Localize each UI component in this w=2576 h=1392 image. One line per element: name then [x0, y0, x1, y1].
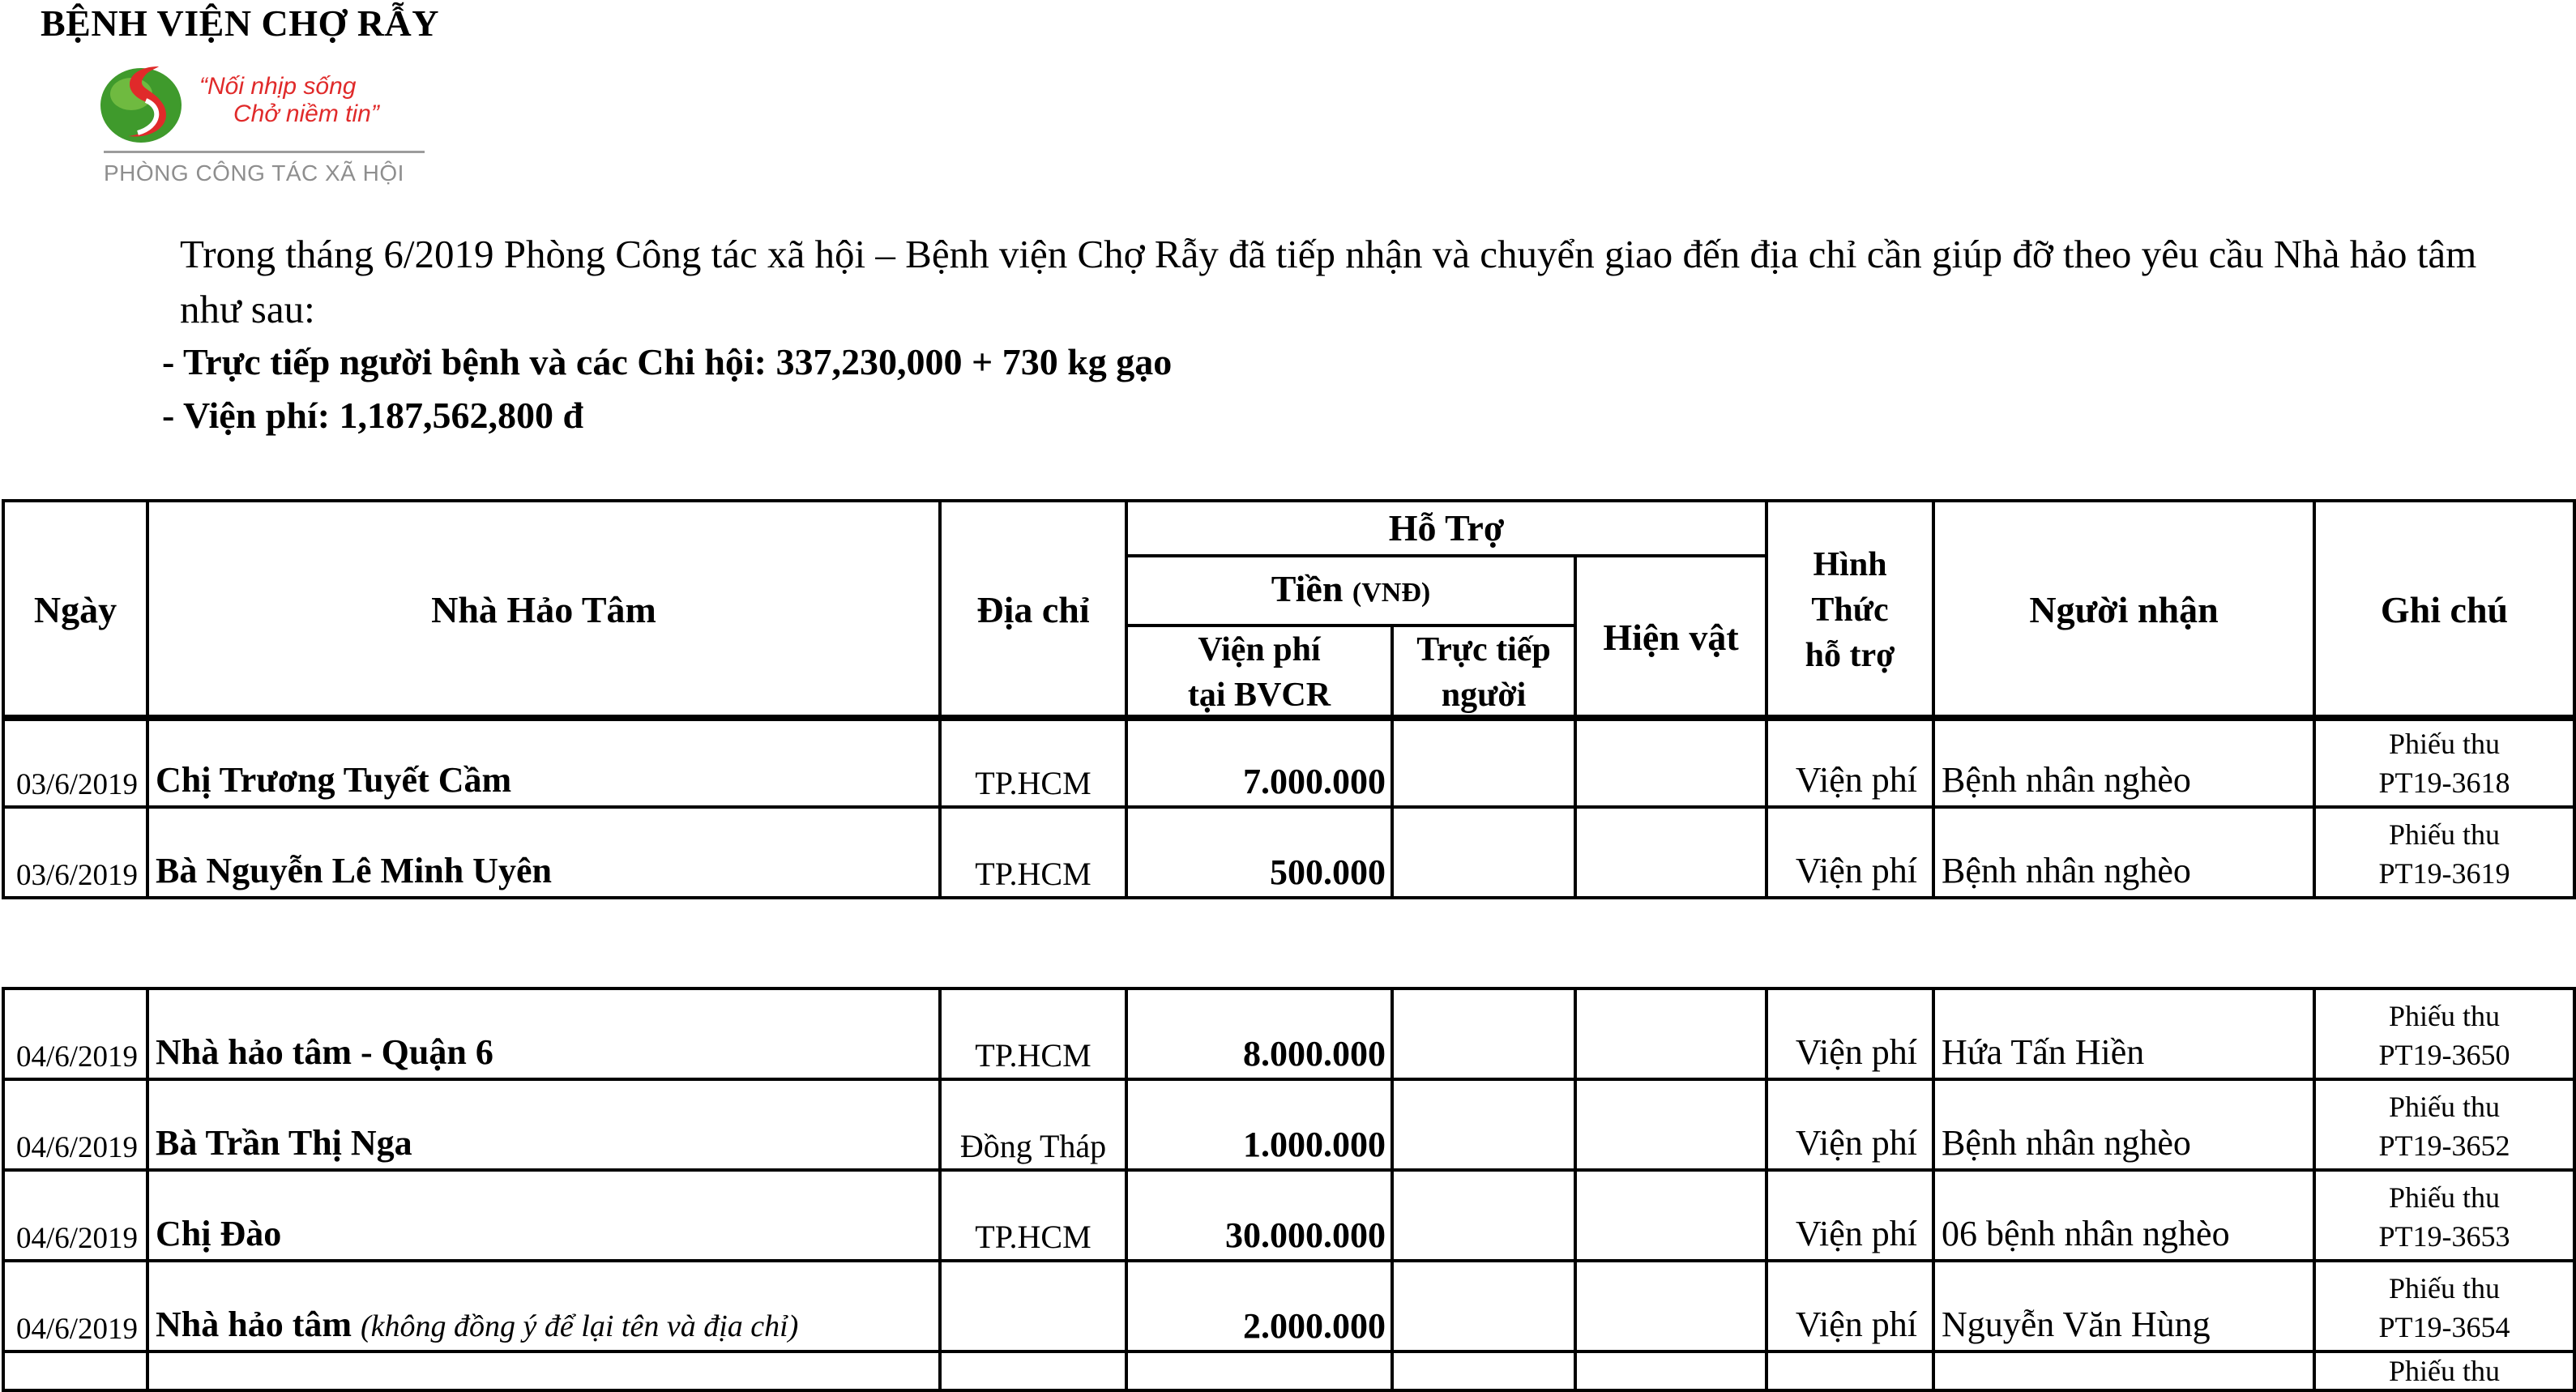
- cell-in-kind: [1575, 1170, 1766, 1261]
- header-in-kind: Hiện vật: [1575, 556, 1766, 719]
- donation-table-group-1: [2, 715, 2576, 899]
- logo-slogan: [199, 73, 379, 128]
- cell-method: Viện phí: [1766, 1079, 1933, 1170]
- cell-partial: [1575, 1351, 1766, 1390]
- logo-slogan-line2: Chở niềm tin”: [233, 100, 379, 127]
- note-line2: PT19-3650: [2378, 1039, 2510, 1071]
- header-direct: [1392, 626, 1575, 719]
- cell-recipient: Bệnh nhân nghèo: [1933, 807, 2314, 898]
- cell-in-kind: [1575, 1261, 1766, 1351]
- donor-note: (không đồng ý để lại tên và địa chỉ): [361, 1309, 799, 1343]
- cell-recipient: Nguyễn Văn Hùng: [1933, 1261, 2314, 1351]
- header-recipient: Người nhận: [1933, 501, 2314, 719]
- logo-department: PHÒNG CÔNG TÁC XÃ HỘI: [104, 160, 404, 186]
- note-line2: PT19-3654: [2378, 1311, 2510, 1343]
- header-note: Ghi chú: [2314, 501, 2574, 719]
- cell-partial: [3, 1351, 147, 1390]
- cell-note: [2314, 988, 2574, 1079]
- cell-donor: [147, 1261, 940, 1351]
- cell-date: 03/6/2019: [3, 807, 147, 898]
- note-line1: Phiếu thu: [2388, 1000, 2500, 1032]
- donor-name: Bà Trần Thị Nga: [156, 1123, 412, 1163]
- cell-date: 04/6/2019: [3, 1261, 147, 1351]
- cell-recipient: 06 bệnh nhân nghèo: [1933, 1170, 2314, 1261]
- group-1-body: [3, 716, 2574, 898]
- header-method-line3: hỗ trợ: [1805, 637, 1895, 674]
- cell-fees: 1.000.000: [1126, 1079, 1392, 1170]
- cell-recipient: Bệnh nhân nghèo: [1933, 716, 2314, 807]
- cell-in-kind: [1575, 716, 1766, 807]
- donation-table-header: [2, 499, 2576, 721]
- cell-method: Viện phí: [1766, 1261, 1933, 1351]
- cell-fees: 2.000.000: [1126, 1261, 1392, 1351]
- cell-direct: [1392, 716, 1575, 807]
- cell-recipient: Hứa Tấn Hiền: [1933, 988, 2314, 1079]
- cell-date: 03/6/2019: [3, 716, 147, 807]
- header-fees: [1126, 626, 1392, 719]
- note-line1: Phiếu thu: [2388, 1272, 2500, 1304]
- hospital-name: BỆNH VIỆN CHỢ RẪY: [41, 2, 439, 44]
- cell-date: 04/6/2019: [3, 988, 147, 1079]
- cell-direct: [1392, 1170, 1575, 1261]
- note-line1: Phiếu thu: [2388, 728, 2500, 760]
- note-line2: PT19-3653: [2378, 1220, 2510, 1253]
- header-direct-line2: người: [1441, 677, 1527, 714]
- cell-note-partial: Phiếu thu: [2314, 1351, 2574, 1390]
- donor-name: Chị Trương Tuyết Cầm: [156, 760, 512, 800]
- hospital-logo-icon: [96, 58, 193, 147]
- cell-note: [2314, 807, 2574, 898]
- cell-method: Viện phí: [1766, 988, 1933, 1079]
- donor-name: Nhà hảo tâm: [156, 1304, 352, 1344]
- cell-address: TP.HCM: [940, 716, 1126, 807]
- cell-in-kind: [1575, 988, 1766, 1079]
- cell-fees: 30.000.000: [1126, 1170, 1392, 1261]
- cell-in-kind: [1575, 1079, 1766, 1170]
- header-fees-line1: Viện phí: [1198, 631, 1321, 668]
- cell-address: Đồng Tháp: [940, 1079, 1126, 1170]
- cell-date: 04/6/2019: [3, 1079, 147, 1170]
- cell-address: [940, 1261, 1126, 1351]
- summary-direct-support: - Trực tiếp người bệnh và các Chi hội: 337,230,000 + 730 kg gạo: [162, 341, 1173, 382]
- cell-note: [2314, 1079, 2574, 1170]
- table-row: [3, 807, 2574, 898]
- group-2-body: [3, 988, 2574, 1390]
- header-method: [1766, 501, 1933, 719]
- cell-address: TP.HCM: [940, 807, 1126, 898]
- cell-recipient: Bệnh nhân nghèo: [1933, 1079, 2314, 1170]
- header-method-line2: Thức: [1811, 591, 1889, 629]
- cell-partial: [1126, 1351, 1392, 1390]
- cell-partial: [147, 1351, 940, 1390]
- cell-in-kind: [1575, 807, 1766, 898]
- cell-method: Viện phí: [1766, 1170, 1933, 1261]
- cell-fees: 500.000: [1126, 807, 1392, 898]
- header-date: Ngày: [3, 501, 147, 719]
- note-line2: PT19-3618: [2378, 766, 2510, 799]
- cell-partial: [1766, 1351, 1933, 1390]
- table-row: [3, 1079, 2574, 1170]
- header-money-unit: (VNĐ): [1352, 577, 1431, 608]
- cell-date: 04/6/2019: [3, 1170, 147, 1261]
- cell-donor: [147, 1170, 940, 1261]
- header-support: Hỗ Trợ: [1126, 501, 1766, 556]
- logo-divider: [104, 151, 425, 153]
- cell-partial: [1933, 1351, 2314, 1390]
- logo-slogan-line1: “Nối nhịp sống: [199, 73, 357, 100]
- note-line1: Phiếu thu: [2388, 1181, 2500, 1214]
- donation-table-group-2: [2, 987, 2576, 1392]
- cell-partial: [940, 1351, 1126, 1390]
- cell-note: [2314, 1261, 2574, 1351]
- table-row: [3, 1170, 2574, 1261]
- cell-direct: [1392, 1079, 1575, 1170]
- cell-direct: [1392, 1261, 1575, 1351]
- header-direct-line1: Trực tiếp: [1416, 631, 1551, 668]
- cell-direct: [1392, 807, 1575, 898]
- donor-name: Nhà hảo tâm - Quận 6: [156, 1032, 493, 1072]
- cell-partial: [1392, 1351, 1575, 1390]
- note-line1: Phiếu thu: [2388, 1091, 2500, 1123]
- cell-donor: [147, 807, 940, 898]
- header-fees-line2: tại BVCR: [1187, 677, 1331, 714]
- cell-note: [2314, 1170, 2574, 1261]
- table-row-partial: [3, 1351, 2574, 1390]
- table-row: [3, 716, 2574, 807]
- donor-name: Chị Đào: [156, 1214, 282, 1253]
- cell-fees: 7.000.000: [1126, 716, 1392, 807]
- cell-address: TP.HCM: [940, 988, 1126, 1079]
- header-address: Địa chỉ: [940, 501, 1126, 719]
- header-money: [1126, 556, 1575, 626]
- header-donor: Nhà Hảo Tâm: [147, 501, 940, 719]
- summary-hospital-fees: - Viện phí: 1,187,562,800 đ: [162, 395, 584, 436]
- table-row: [3, 988, 2574, 1079]
- cell-note: [2314, 716, 2574, 807]
- cell-donor: [147, 716, 940, 807]
- table-row: [3, 1261, 2574, 1351]
- cell-donor: [147, 988, 940, 1079]
- note-line1: Phiếu thu: [2388, 818, 2500, 851]
- hospital-logo: [96, 58, 436, 201]
- intro-paragraph: Trong tháng 6/2019 Phòng Công tác xã hội – Bệnh viện Chợ Rẫy đã tiếp nhận và chuyển giao đến địa chỉ cần giúp đỡ theo yêu cầu Nhà hảo tâm như sau:: [180, 232, 2477, 331]
- header-method-line1: Hình: [1813, 546, 1887, 583]
- header-money-label: Tiền: [1271, 567, 1344, 609]
- cell-donor: [147, 1079, 940, 1170]
- cell-address: TP.HCM: [940, 1170, 1126, 1261]
- note-line2: PT19-3652: [2378, 1129, 2510, 1162]
- donor-name: Bà Nguyễn Lê Minh Uyên: [156, 851, 552, 890]
- note-line2: PT19-3619: [2378, 857, 2510, 890]
- cell-direct: [1392, 988, 1575, 1079]
- cell-method: Viện phí: [1766, 716, 1933, 807]
- cell-fees: 8.000.000: [1126, 988, 1392, 1079]
- cell-method: Viện phí: [1766, 807, 1933, 898]
